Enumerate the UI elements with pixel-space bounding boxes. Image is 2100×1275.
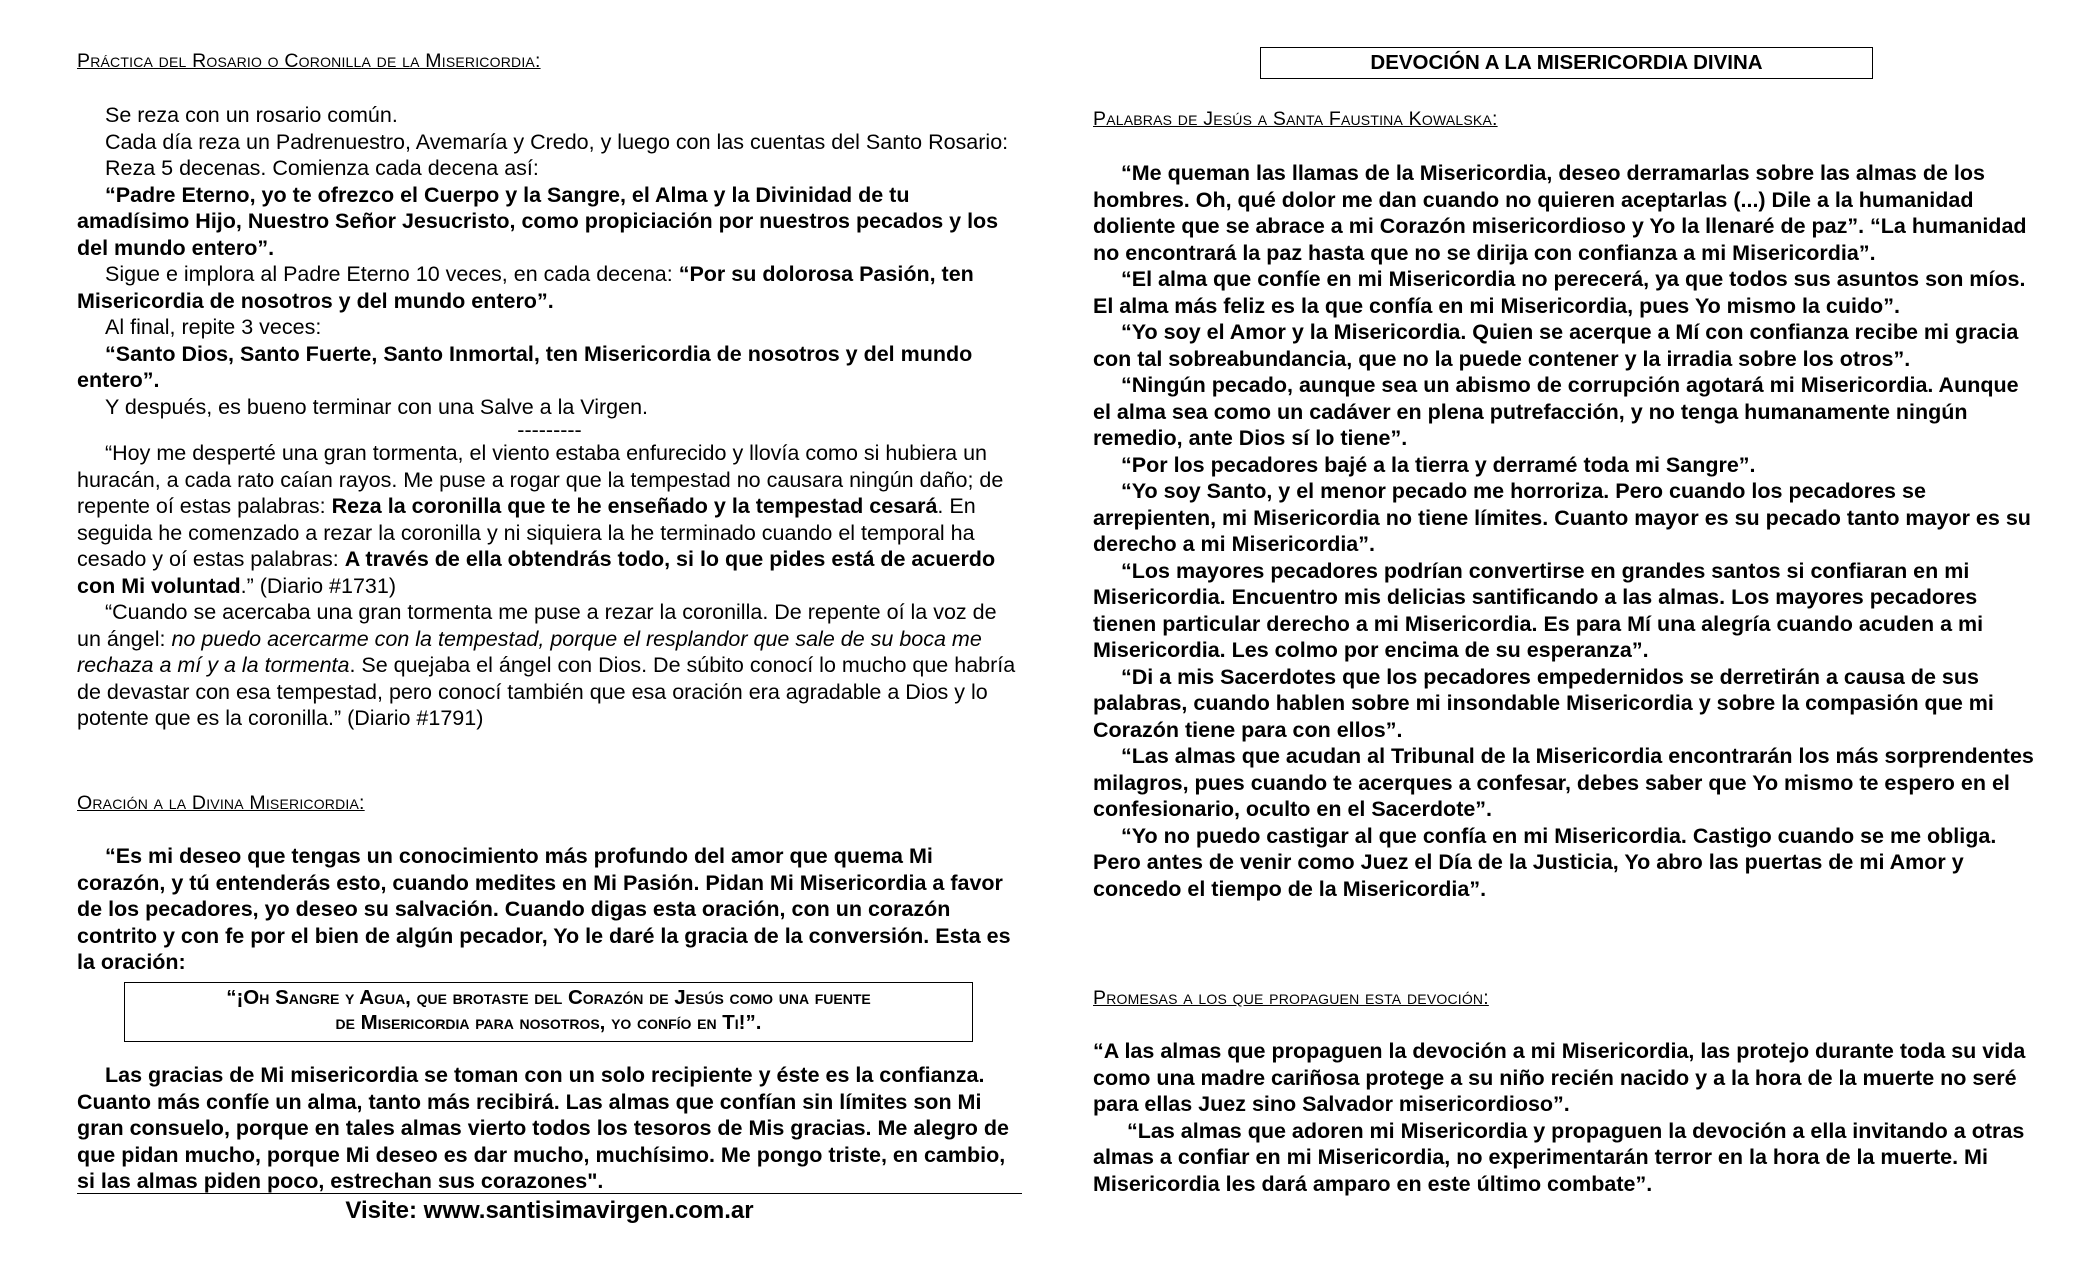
- words-quote: “Las almas que acudan al Tribunal de la Misericordia encontrarán los más sorprendentes milagros, pues cuando te acerques a confesar, debes saber que Yo mismo te espero en el confesionario, oculto en el Sacerdote”.: [1093, 744, 2034, 821]
- page-title: DEVOCIÓN A LA MISERICORDIA DIVINA: [1260, 47, 1873, 79]
- practice-line-1: Se reza con un rosario común.: [105, 103, 398, 127]
- section-heading-palabras: Palabras de Jesús a Santa Faustina Kowalska:: [1093, 108, 1498, 130]
- words-quote: “Yo no puedo castigar al que confía en mi Misericordia. Castigo cuando se me obliga. Pero antes de venir como Juez el Día de la Justicia, Yo abro las puertas de mi Amor y concedo el tiempo de la Misericordia”.: [1093, 823, 1997, 901]
- words-quote: “Ningún pecado, aunque sea un abismo de corrupción agotará mi Misericordia. Aunque el alma sea como un cadáver en plena putrefacción, y no tenga humanamente ningún remedio, ante Dios sí lo tiene”.: [1093, 373, 2019, 450]
- words-quote: “Yo soy Santo, y el menor pecado me horroriza. Pero cuando los pecadores se arrepienten, mi Misericordia no tiene límites. Cuanto mayor es su pecado tanto mayor es su derecho a mi Misericordia”.: [1093, 479, 2031, 556]
- diary1-text-b: . En seguida he comenzado a rezar la coronilla y ni siquiera la he terminado cuando el temporal ha cesado y oí estas palabras:: [77, 494, 976, 571]
- salve-line: Y después, es bueno terminar con una Salve a la Virgen.: [105, 394, 649, 419]
- final-instruction: Al final, repite 3 veces:: [105, 315, 322, 339]
- words-section: [1093, 160, 2038, 902]
- diary-quote-1731: [77, 440, 1022, 599]
- words-quote: “Los mayores pecadores podrían convertirse en grandes santos si confiaran en mi Misericordia. Encuentro mis delicias santificando a las almas. Los mayores pecadores tienen particular derecho a mi Misericordia. Es para Mí una alegría cuando acuden a mi Misericordia. Les colmo por encima de su esperanza”.: [1093, 558, 1984, 662]
- diary1-bold-b: A través de ella obtendrás todo, si lo que pides está de acuerdo con Mi voluntad: [77, 547, 996, 598]
- diary1-text-c: .” (Diario #1731): [240, 573, 396, 598]
- prayer-padre-eterno: “Padre Eterno, yo te ofrezco el Cuerpo y la Sangre, el Alma y la Divinidad de tu amadísimo Hijo, Nuestro Señor Jesucristo, como propiciación por nuestros pecados y los del mundo entero”.: [77, 182, 999, 260]
- prayer-box-line-2: de Misericordia para nosotros, yo confío en Ti!”.: [335, 1010, 762, 1034]
- oracion-intro: “Es mi deseo que tengas un conocimiento más profundo del amor que quema Mi corazón, y tú entenderás esto, cuando medites en Mi Pasión. Pidan Mi Misericordia a favor de los pecadores, yo deseo su salvación. Cuando digas esta oración, con un corazón contrito y con fe por el bien de algún pecador, Yo le daré la gracia de la conversión. Esta es la oración:: [77, 844, 1011, 974]
- section-heading-oracion: Oración a la Divina Misericordia:: [77, 792, 365, 814]
- promises-section: [1093, 1038, 2038, 1197]
- promise-1: “A las almas que propaguen la devoción a mi Misericordia, las protejo durante toda su vida como una madre cariñosa protege a su niño recién nacido y a la hora de la muerte no seré para ellas Juez sino Salvador misericordioso”.: [1093, 1039, 2026, 1116]
- decade-intro: Sigue e implora al Padre Eterno 10 veces, en cada decena:: [105, 262, 679, 286]
- practice-section: [77, 102, 1022, 732]
- diary-quote-1791: [77, 599, 1022, 732]
- decade-instruction: [77, 261, 1022, 314]
- diary1-text-a: “Hoy me desperté una gran tormenta, el viento estaba enfurecido y llovía como si hubiera un huracán, a cada rato caían rayos. Me puse a rogar que la tempestad no causara ningún daño; de repente oí estas palabras:: [77, 441, 1004, 518]
- visit-website: Visite: www.santisimavirgen.com.ar: [345, 1197, 754, 1224]
- diary2-text-a: “Cuando se acercaba una gran tormenta me puse a rezar la coronilla. De repente oí la voz de un ángel:: [77, 600, 997, 651]
- diary2-text-b: . Se quejaba el ángel con Dios. De súbito conocí lo mucho que habría de devastar con esa tempestad, pero conocí también que esa oración era agradable a Dios y lo potente que es la coronilla.” (Diario #1791): [77, 653, 1016, 730]
- section-heading-practica: Práctica del Rosario o Coronilla de la Misericordia:: [77, 50, 541, 72]
- decade-prayer: “Por su dolorosa Pasión, ten Misericordia de nosotros y del mundo entero”.: [77, 262, 974, 313]
- prayer-box-line-1: “¡Oh Sangre y Agua, que brotaste del Corazón de Jesús como una fuente: [226, 985, 871, 1009]
- practice-line-2: Cada día reza un Padrenuestro, Avemaría y Credo, y luego con las cuentas del Santo Rosario:: [105, 129, 1009, 154]
- gracias-section: [77, 1062, 1022, 1195]
- diary1-bold-a: Reza la coronilla que te he enseñado y la tempestad cesará: [331, 494, 938, 518]
- gracias-paragraph: Las gracias de Mi misericordia se toman con un solo recipiente y éste es la confianza. Cuanto más confíe un alma, tanto más recibirá. Las almas que confían sin límites son Mi gran consuelo, porque en tales almas vierto todos los tesoros de Mis gracias. Me alegro de que pidan mucho, porque Mi deseo es dar mucho, muchísimo. Me pongo triste, en cambio, si las almas piden poco, estrechan sus corazones".: [77, 1063, 1009, 1193]
- bottom-rule: [77, 1193, 1022, 1194]
- oracion-section: [77, 843, 1022, 1042]
- promise-2: “Las almas que adoren mi Misericordia y propaguen la devoción a ella invitando a otras almas a confiar en mi Misericordia, no experimentarán terror en la hora de la muerte. Mi Misericordia les dará amparo en este último combate”.: [1093, 1118, 2025, 1196]
- prayer-box: [124, 982, 973, 1042]
- separator-dashes: ---------: [517, 418, 582, 442]
- words-quote: “Di a mis Sacerdotes que los pecadores empedernidos se derretirán a causa de sus palabras, cuando hablen sobre mi insondable Misericordia y sobre la compasión que mi Corazón tiene para con ellos”.: [1093, 664, 1994, 742]
- section-heading-promesas: Promesas a los que propaguen esta devoción:: [1093, 987, 1489, 1009]
- words-quote: “Por los pecadores bajé a la tierra y derramé toda mi Sangre”.: [1121, 452, 1756, 477]
- practice-line-3: Reza 5 decenas. Comienza cada decena así:: [105, 156, 539, 180]
- words-quote: “El alma que confíe en mi Misericordia no perecerá, ya que todos sus asuntos son míos. El alma más feliz es la que confía en mi Misericordia, pues Yo mismo la cuido”.: [1093, 267, 2026, 318]
- diary2-italic: no puedo acercarme con la tempestad, porque el resplandor que sale de su boca me rechaza a mí y a la tormenta: [77, 626, 982, 677]
- words-quote: “Me queman las llamas de la Misericordia, deseo derramarlas sobre las almas de los hombres. Oh, qué dolor me dan cuando no quieren aceptarlas (...) Dile a la humanidad doliente que se abrace a mi Corazón misericordioso y Yo la llenaré de paz”. “La humanidad no encontrará la paz hasta que no se dirija con confianza a mi Misericordia”.: [1093, 161, 2027, 265]
- prayer-santo-dios: “Santo Dios, Santo Fuerte, Santo Inmortal, ten Misericordia de nosotros y del mundo entero”.: [77, 341, 973, 392]
- words-quote: “Yo soy el Amor y la Misericordia. Quien se acerque a Mí con confianza recibe mi gracia con tal sobreabundancia, que no la puede contener y la irradia sobre los otros”.: [1093, 320, 2019, 371]
